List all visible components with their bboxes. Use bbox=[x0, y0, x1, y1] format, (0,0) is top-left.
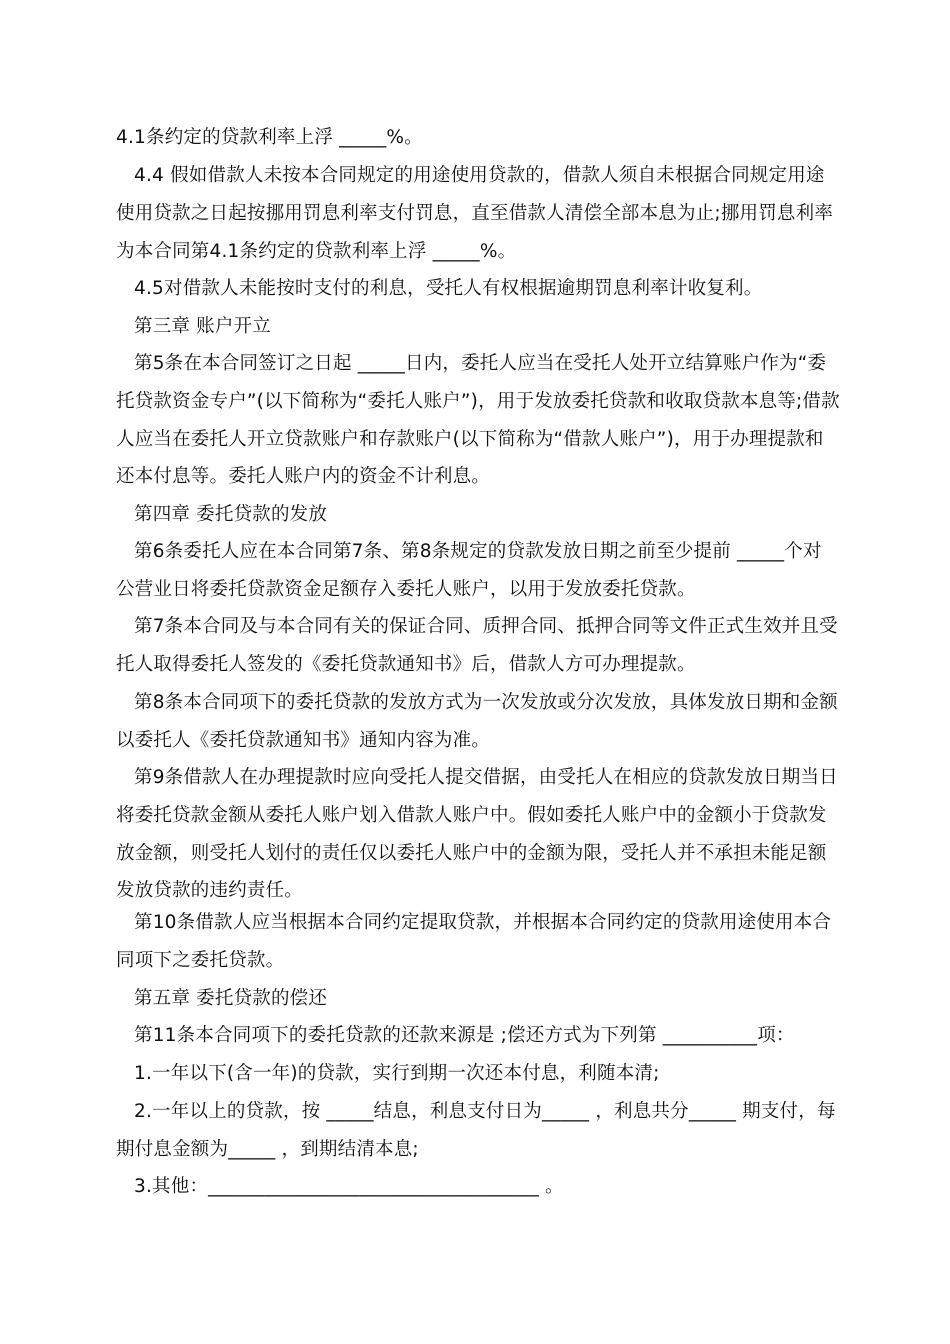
repayment-option-3: 3.其他：___________________________________ 。 bbox=[134, 1176, 564, 1197]
article-6: 第6条委托人应在本合同第7条、第8条规定的贷款发放日期之前至少提前 _____个对公营业日将委托贷款资金足额存入委托人账户，以用于发放委托贷款。 bbox=[116, 541, 822, 600]
article-10: 第10条借款人应当根据本合同约定提取贷款，并根据本合同约定的贷款用途使用本合同项下之委托贷款。 bbox=[116, 912, 832, 971]
paragraph-4-5: 4.5对借款人未能按时支付的利息，受托人有权根据逾期罚息利率计收复利。 bbox=[134, 278, 763, 299]
chapter-5-heading: 第五章 委托贷款的偿还 bbox=[134, 988, 328, 1009]
paragraph-4-4: 4.4 假如借款人未按本合同规定的用途使用贷款的，借款人须自未根据合同规定用途使用贷款之日起按挪用罚息利率支付罚息，直至借款人清偿全部本息为止;挪用罚息利率为本合同第4.1条约定的贷款利率上浮 _____%。 bbox=[116, 165, 834, 262]
article-7: 第7条本合同及与本合同有关的保证合同、质押合同、抵押合同等文件正式生效并且受托人取得委托人签发的《委托贷款通知书》后，借款人方可办理提款。 bbox=[116, 616, 838, 675]
chapter-3-heading: 第三章 账户开立 bbox=[134, 316, 271, 337]
article-11: 第11条本合同项下的委托贷款的还款来源是 ;偿还方式为下列第 __________项： bbox=[134, 1025, 795, 1046]
article-8: 第8条本合同项下的委托贷款的发放方式为一次发放或分次发放，具体发放日期和金额以委托人《委托贷款通知书》通知内容为准。 bbox=[116, 692, 838, 751]
article-9: 第9条借款人在办理提款时应向受托人提交借据，由受托人在相应的贷款发放日期当日将委托贷款金额从委托人账户划入借款人账户中。假如委托人账户中的金额小于贷款发放金额，则受托人划付的责任仅以委托人账户中的金额为限，受托人并不承担未能足额发放贷款的违约责任。 bbox=[116, 767, 838, 902]
article-5: 第5条在本合同签订之日起 _____日内，委托人应当在受托人处开立结算账户作为“委托贷款资金专户”(以下简称为“委托人账户”)，用于发放委托贷款和收取贷款本息等;借款人应当在委托人开立贷款账户和存款账户(以下简称为“借款人账户”)，用于办理提款和还本付息等。委托人账户内的资金不计利息。 bbox=[116, 353, 840, 488]
repayment-option-1: 1.一年以下(含一年)的贷款，实行到期一次还本付息，利随本清; bbox=[134, 1063, 660, 1084]
chapter-4-heading: 第四章 委托贷款的发放 bbox=[134, 504, 328, 525]
paragraph-4-1-continuation: 4.1条约定的贷款利率上浮 _____%。 bbox=[116, 127, 423, 148]
repayment-option-2: 2.一年以上的贷款，按 _____结息，利息支付日为_____ ，利息共分_____ 期支付，每期付息金额为_____ ，到期结清本息; bbox=[116, 1101, 836, 1160]
